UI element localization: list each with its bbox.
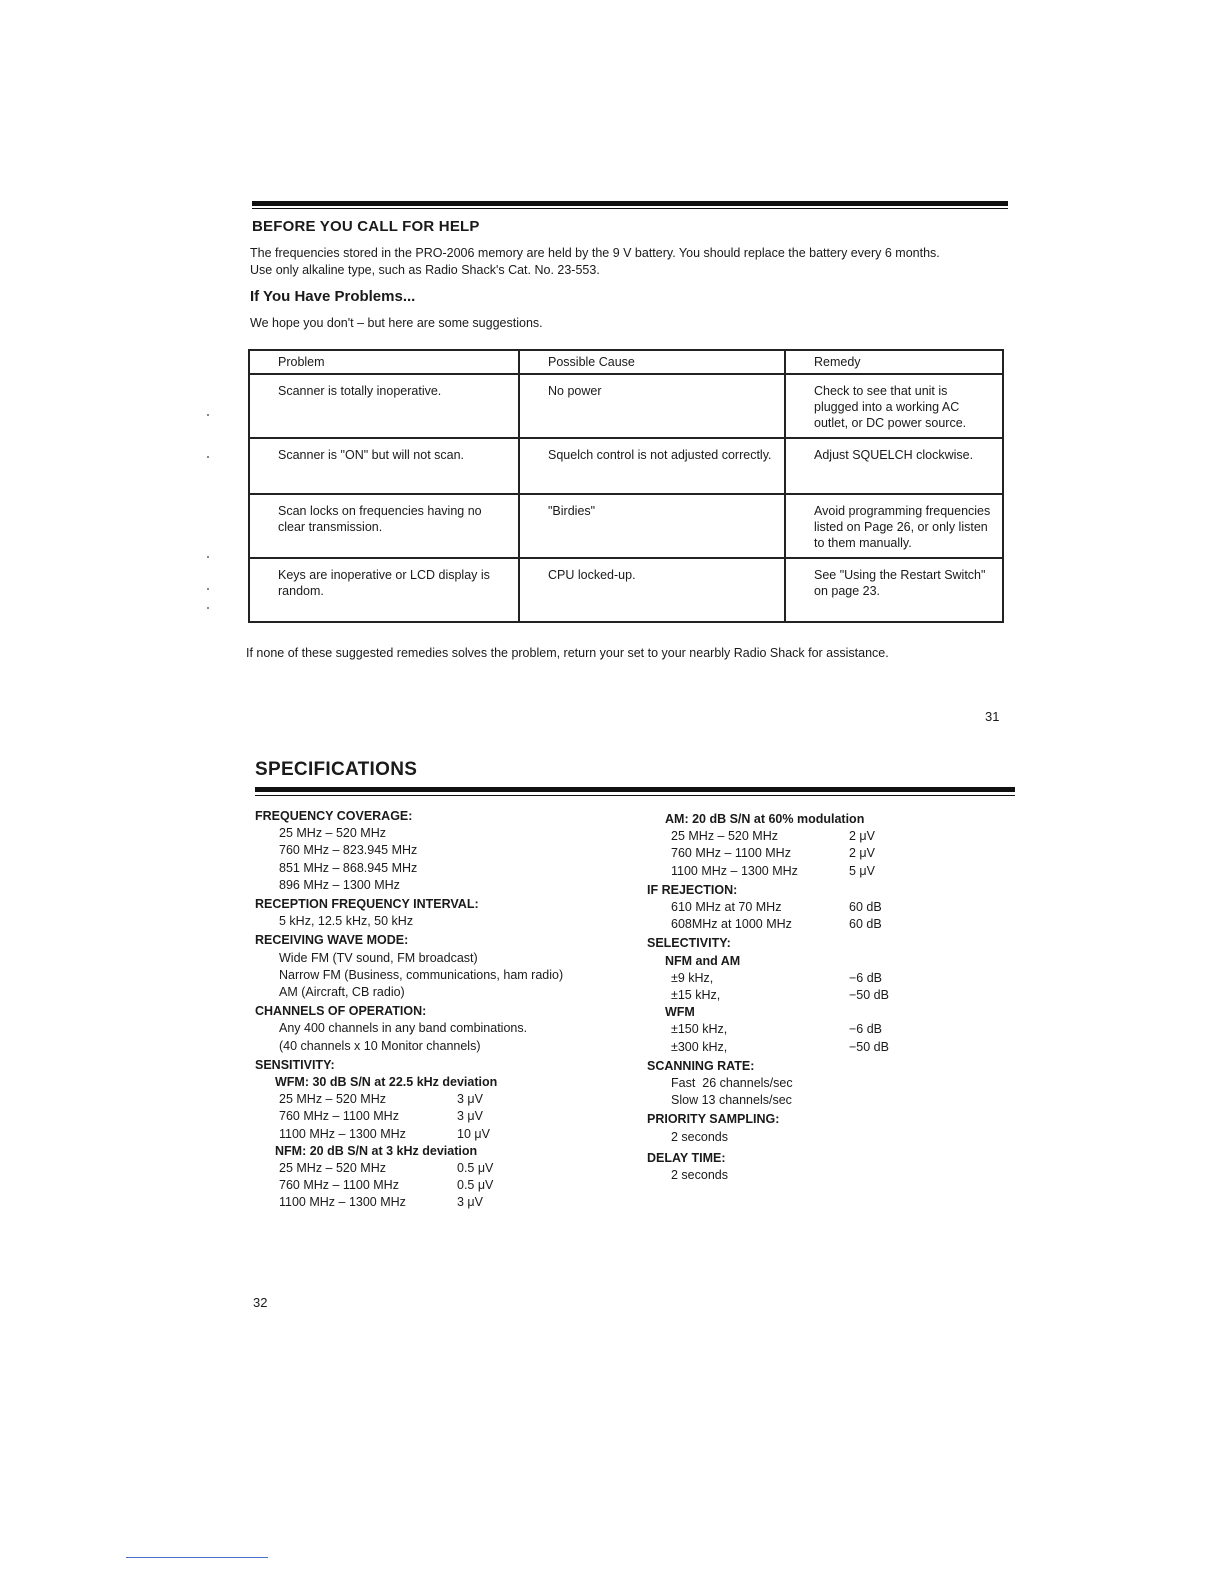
- spec-value: −50 dB: [849, 1039, 889, 1054]
- specs-right-column: [647, 811, 987, 1184]
- spec-range: ±150 kHz,: [671, 1022, 728, 1037]
- if-rejection-heading: IF REJECTION:: [647, 882, 738, 897]
- remedy-cell: Avoid programming frequencies listed on Page 26, or only listen to them manually.: [785, 494, 1003, 558]
- spec-row: [255, 1177, 635, 1194]
- spec-row: [255, 1194, 635, 1211]
- top-rule: [252, 201, 1008, 206]
- spec-range: ±15 kHz,: [671, 988, 721, 1003]
- spec-line: Fast 26 channels/sec: [671, 1076, 793, 1091]
- spec-range: 760 MHz – 1100 MHz: [279, 1178, 399, 1193]
- help-intro-line-1: The frequencies stored in the PRO-2006 memory are held by the 9 V battery. You should replace the battery every 6 months.: [250, 246, 940, 260]
- remedy-cell: See "Using the Restart Switch" on page 23.: [785, 558, 1003, 622]
- scan-mark: [207, 456, 209, 458]
- help-intro: [250, 245, 1020, 279]
- problem-cell: Scan locks on frequencies having no clear transmission.: [249, 494, 519, 558]
- specs-left-column: [255, 808, 635, 1212]
- specs-title: SPECIFICATIONS: [255, 759, 418, 780]
- spec-range: 1100 MHz – 1300 MHz: [671, 863, 798, 878]
- channels-heading: CHANNELS OF OPERATION:: [255, 1004, 427, 1019]
- spec-value: −6 dB: [849, 970, 883, 985]
- spec-line: 2 seconds: [671, 1129, 728, 1144]
- delay-heading: DELAY TIME:: [647, 1150, 726, 1165]
- spec-line: 25 MHz – 520 MHz: [279, 826, 386, 841]
- problem-cell: Scanner is totally inoperative.: [249, 374, 519, 438]
- spec-value: 3 μV: [457, 1092, 483, 1107]
- scan-mark: [207, 414, 209, 416]
- header-remedy: Remedy: [785, 350, 1003, 374]
- interval-heading: RECEPTION FREQUENCY INTERVAL:: [255, 897, 479, 912]
- spec-row: [647, 987, 987, 1004]
- freq-coverage-heading: FREQUENCY COVERAGE:: [255, 809, 413, 823]
- spec-row: [647, 916, 987, 933]
- remedy-cell: Adjust SQUELCH clockwise.: [785, 438, 1003, 494]
- nfm-subheading: NFM: 20 dB S/N at 3 kHz deviation: [275, 1143, 478, 1158]
- spec-range: 608MHz at 1000 MHz: [671, 917, 792, 932]
- spec-row: [255, 1108, 635, 1125]
- wfm-subheading: WFM: [665, 1005, 695, 1020]
- spec-range: 1100 MHz – 1300 MHz: [279, 1195, 406, 1210]
- spec-line: Any 400 channels in any band combinations.: [279, 1021, 528, 1036]
- spec-range: ±300 kHz,: [671, 1039, 728, 1054]
- cause-cell: No power: [519, 374, 785, 438]
- page-number-31: 31: [985, 709, 1000, 724]
- help-title: BEFORE YOU CALL FOR HELP: [252, 218, 480, 235]
- table-row: [249, 494, 1003, 558]
- top-rule-thin: [252, 208, 1008, 209]
- page-number-32: 32: [253, 1295, 268, 1310]
- spec-value: 60 dB: [849, 917, 882, 932]
- specs-rule-thin: [255, 795, 1015, 796]
- selectivity-heading: SELECTIVITY:: [647, 936, 731, 951]
- spec-range: 1100 MHz – 1300 MHz: [279, 1126, 406, 1141]
- spec-line: 2 seconds: [671, 1168, 728, 1183]
- spec-value: 0.5 μV: [457, 1178, 494, 1193]
- problem-cell: Keys are inoperative or LCD display is random.: [249, 558, 519, 622]
- spec-line: 760 MHz – 823.945 MHz: [279, 843, 418, 858]
- spec-range: 760 MHz – 1100 MHz: [671, 846, 791, 861]
- spec-value: −6 dB: [849, 1022, 883, 1037]
- table-row: [249, 438, 1003, 494]
- header-cause: Possible Cause: [519, 350, 785, 374]
- table-row: [249, 374, 1003, 438]
- spec-line: (40 channels x 10 Monitor channels): [279, 1038, 481, 1053]
- problems-title: If You Have Problems...: [250, 288, 416, 305]
- spec-value: 60 dB: [849, 900, 882, 915]
- remedy-cell: Check to see that unit is plugged into a working AC outlet, or DC power source.: [785, 374, 1003, 438]
- spec-value: −50 dB: [849, 988, 889, 1003]
- spec-row: [647, 1039, 987, 1056]
- spec-line: Narrow FM (Business, communications, ham radio): [279, 967, 564, 982]
- scan-mark: [207, 556, 209, 558]
- help-intro-line-2: Use only alkaline type, such as Radio Shack's Cat. No. 23-553.: [250, 263, 600, 277]
- cause-cell: CPU locked-up.: [519, 558, 785, 622]
- spec-row: [255, 1160, 635, 1177]
- spec-range: 25 MHz – 520 MHz: [671, 829, 778, 844]
- spec-range: 25 MHz – 520 MHz: [279, 1161, 386, 1176]
- spec-line: 896 MHz – 1300 MHz: [279, 877, 400, 892]
- nfm-am-subheading: NFM and AM: [665, 953, 741, 968]
- spec-range: ±9 kHz,: [671, 970, 714, 985]
- spec-value: 5 μV: [849, 863, 875, 878]
- cause-cell: "Birdies": [519, 494, 785, 558]
- wfm-subheading: WFM: 30 dB S/N at 22.5 kHz deviation: [275, 1075, 498, 1090]
- spec-range: 760 MHz – 1100 MHz: [279, 1109, 399, 1124]
- help-closing: If none of these suggested remedies solves the problem, return your set to your nearbly Radio Shack for assistance.: [246, 646, 889, 660]
- specs-rule: [255, 787, 1015, 792]
- spec-row: [255, 1126, 635, 1143]
- spec-range: 610 MHz at 70 MHz: [671, 900, 782, 915]
- am-subheading: AM: 20 dB S/N at 60% modulation: [665, 812, 865, 826]
- troubleshooting-table: [248, 349, 1004, 623]
- spec-row: [647, 970, 987, 987]
- spec-line: AM (Aircraft, CB radio): [279, 985, 405, 1000]
- spec-line: Wide FM (TV sound, FM broadcast): [279, 950, 478, 965]
- cause-cell: Squelch control is not adjusted correctly.: [519, 438, 785, 494]
- spec-value: 0.5 μV: [457, 1161, 494, 1176]
- spec-row: [647, 1021, 987, 1038]
- spec-line: Slow 13 channels/sec: [671, 1093, 792, 1108]
- spec-value: 2 μV: [849, 846, 875, 861]
- spec-row: [647, 899, 987, 916]
- scan-mark: [207, 588, 209, 590]
- spec-line: 5 kHz, 12.5 kHz, 50 kHz: [279, 914, 414, 929]
- spec-range: 25 MHz – 520 MHz: [279, 1092, 386, 1107]
- priority-heading: PRIORITY SAMPLING:: [647, 1112, 780, 1127]
- spec-row: [647, 828, 987, 845]
- header-problem: Problem: [249, 350, 519, 374]
- spec-value: 3 μV: [457, 1109, 483, 1124]
- spec-row: [647, 845, 987, 862]
- spec-value: 10 μV: [457, 1126, 490, 1141]
- table-row: [249, 558, 1003, 622]
- spec-line: 851 MHz – 868.945 MHz: [279, 860, 418, 875]
- problem-cell: Scanner is "ON" but will not scan.: [249, 438, 519, 494]
- sensitivity-heading: SENSITIVITY:: [255, 1057, 335, 1072]
- spec-row: [255, 1091, 635, 1108]
- spec-value: 2 μV: [849, 829, 875, 844]
- scanning-rate-heading: SCANNING RATE:: [647, 1058, 755, 1073]
- scan-mark: [207, 607, 209, 609]
- problems-intro: We hope you don't – but here are some suggestions.: [250, 316, 543, 330]
- footer-link-underline: [126, 1557, 268, 1558]
- spec-row: [647, 863, 987, 880]
- spec-value: 3 μV: [457, 1195, 483, 1210]
- wave-mode-heading: RECEIVING WAVE MODE:: [255, 933, 409, 948]
- table-header-row: [249, 350, 1003, 374]
